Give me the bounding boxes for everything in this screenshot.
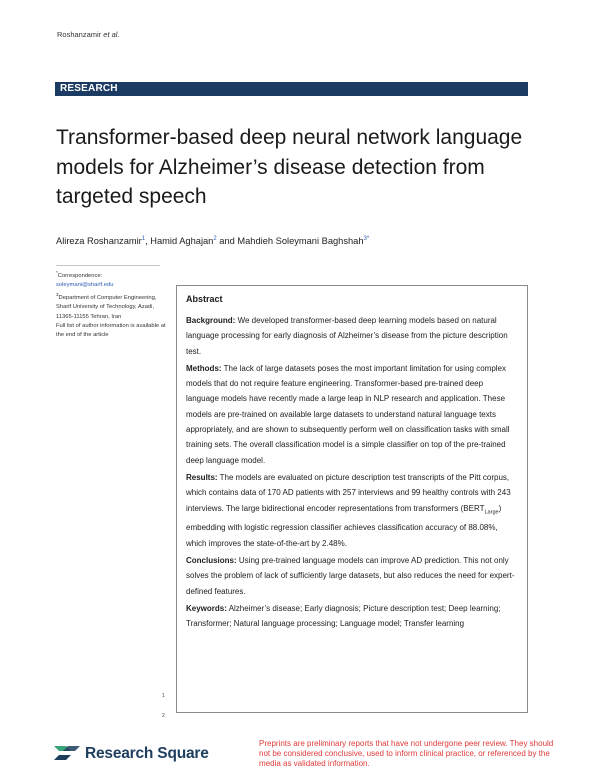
abstract-results — [186, 470, 518, 551]
author-name: Mahdieh Soleymani Baghshah — [237, 236, 364, 247]
affiliation-line — [56, 290, 168, 322]
correspondence-mark: * — [56, 270, 58, 275]
results-text-part2: ) embedding with logistic regression classifier achieves classification accuracy of 88.08%, which improves the state-of-the-art by 2.48%. — [186, 503, 502, 548]
keywords-label: Keywords: — [186, 603, 227, 613]
research-square-logo-icon[interactable] — [53, 742, 83, 769]
author-affiliation-mark[interactable]: 2 — [213, 236, 217, 242]
author-name: Alireza Roshanzamir — [56, 236, 142, 247]
author-affiliation-mark[interactable]: 3* — [363, 236, 370, 242]
affiliation-mark: 3 — [56, 292, 59, 298]
side-notes — [56, 268, 168, 340]
preprint-disclaimer: Preprints are preliminary reports that have not undergone peer review. They should not be considered conclusive, used to inform clinical practice, or referenced by the media as validated information. — [259, 739, 554, 768]
correspondence-label: Correspondence: — [57, 272, 103, 279]
abstract-conclusions — [186, 553, 518, 599]
section-label-bar — [55, 82, 528, 96]
article-title: Transformer-based deep neural network language models for Alzheimer’s disease detection from targeted speech — [56, 126, 523, 208]
conclusions-label: Conclusions: — [186, 556, 237, 566]
line-number: 1 — [162, 693, 165, 699]
author-separator: and — [216, 236, 238, 247]
background-label: Background: — [186, 316, 236, 325]
line-number: 2 — [162, 713, 165, 719]
correspondence-email-link[interactable]: soleymani@sharif.edu — [56, 282, 114, 289]
author-affiliation-mark[interactable]: 1 — [141, 236, 146, 242]
research-square-logo-text[interactable]: Research Square — [85, 745, 209, 762]
logo-mark-bottom-stroke — [54, 755, 71, 760]
results-label: Results: — [186, 472, 218, 482]
abstract-background — [186, 313, 518, 359]
running-head-name: Roshanzamir — [57, 30, 102, 39]
conclusions-text: Using pre-trained language models can improve AD prediction. This not only solves the problem of lack of sufficiently large datasets, but also reduces the need for expert-defined features. — [186, 556, 515, 596]
results-text-part1: The models are evaluated on picture description test transcripts of the Pitt corpus, which contains data of 170 AD patients with 257 interviews and 99 healthy controls with 243 interviews. The large bidirectional encoder representations from transformers (BERT — [186, 472, 511, 513]
abstract-box — [176, 285, 528, 713]
affiliation-text: Department of Computer Engineering, Sharif University of Technology, Azadi, 11365-11155 Tehran, Iran — [56, 295, 157, 320]
abstract-heading: Abstract — [186, 294, 223, 304]
results-subscript: Large — [484, 509, 499, 516]
author-separator: , — [145, 236, 151, 247]
author-info-note: Full list of author information is available at the end of the article — [56, 322, 166, 339]
methods-text: The lack of large datasets poses the most important limitation for using complex models that do not require feature engineering. Transformer-based pre-trained deep language models have recently made a large leap in NLP research and application. These models are pre-trained on available large datasets to understand natural language texts appropriately, and are shown to subsequently perform well on classification tasks with small training sets. The overall classification model is a simple classifier on top of the pre-trained deep language model. — [186, 363, 510, 465]
research-square-logo-mark — [53, 742, 83, 764]
abstract-methods — [186, 361, 518, 468]
background-text: We developed transformer-based deep learning models based on natural language processing for early diagnosis of Alzheimer’s disease from the picture description test. — [186, 316, 508, 356]
author-list — [56, 236, 369, 246]
correspondence-line — [56, 268, 168, 281]
running-head-etal: et al. — [103, 30, 120, 39]
running-head — [57, 30, 120, 39]
author-name: Hamid Aghajan — [150, 236, 214, 247]
keywords-text: Alzheimer’s disease; Early diagnosis; Picture description test; Deep learning; Transformer; Natural language processing; Language model; Transfer learning — [186, 603, 501, 629]
section-label: RESEARCH — [60, 83, 118, 94]
methods-label: Methods: — [186, 363, 222, 373]
side-notes-divider — [56, 265, 160, 266]
abstract-keywords — [186, 601, 518, 632]
